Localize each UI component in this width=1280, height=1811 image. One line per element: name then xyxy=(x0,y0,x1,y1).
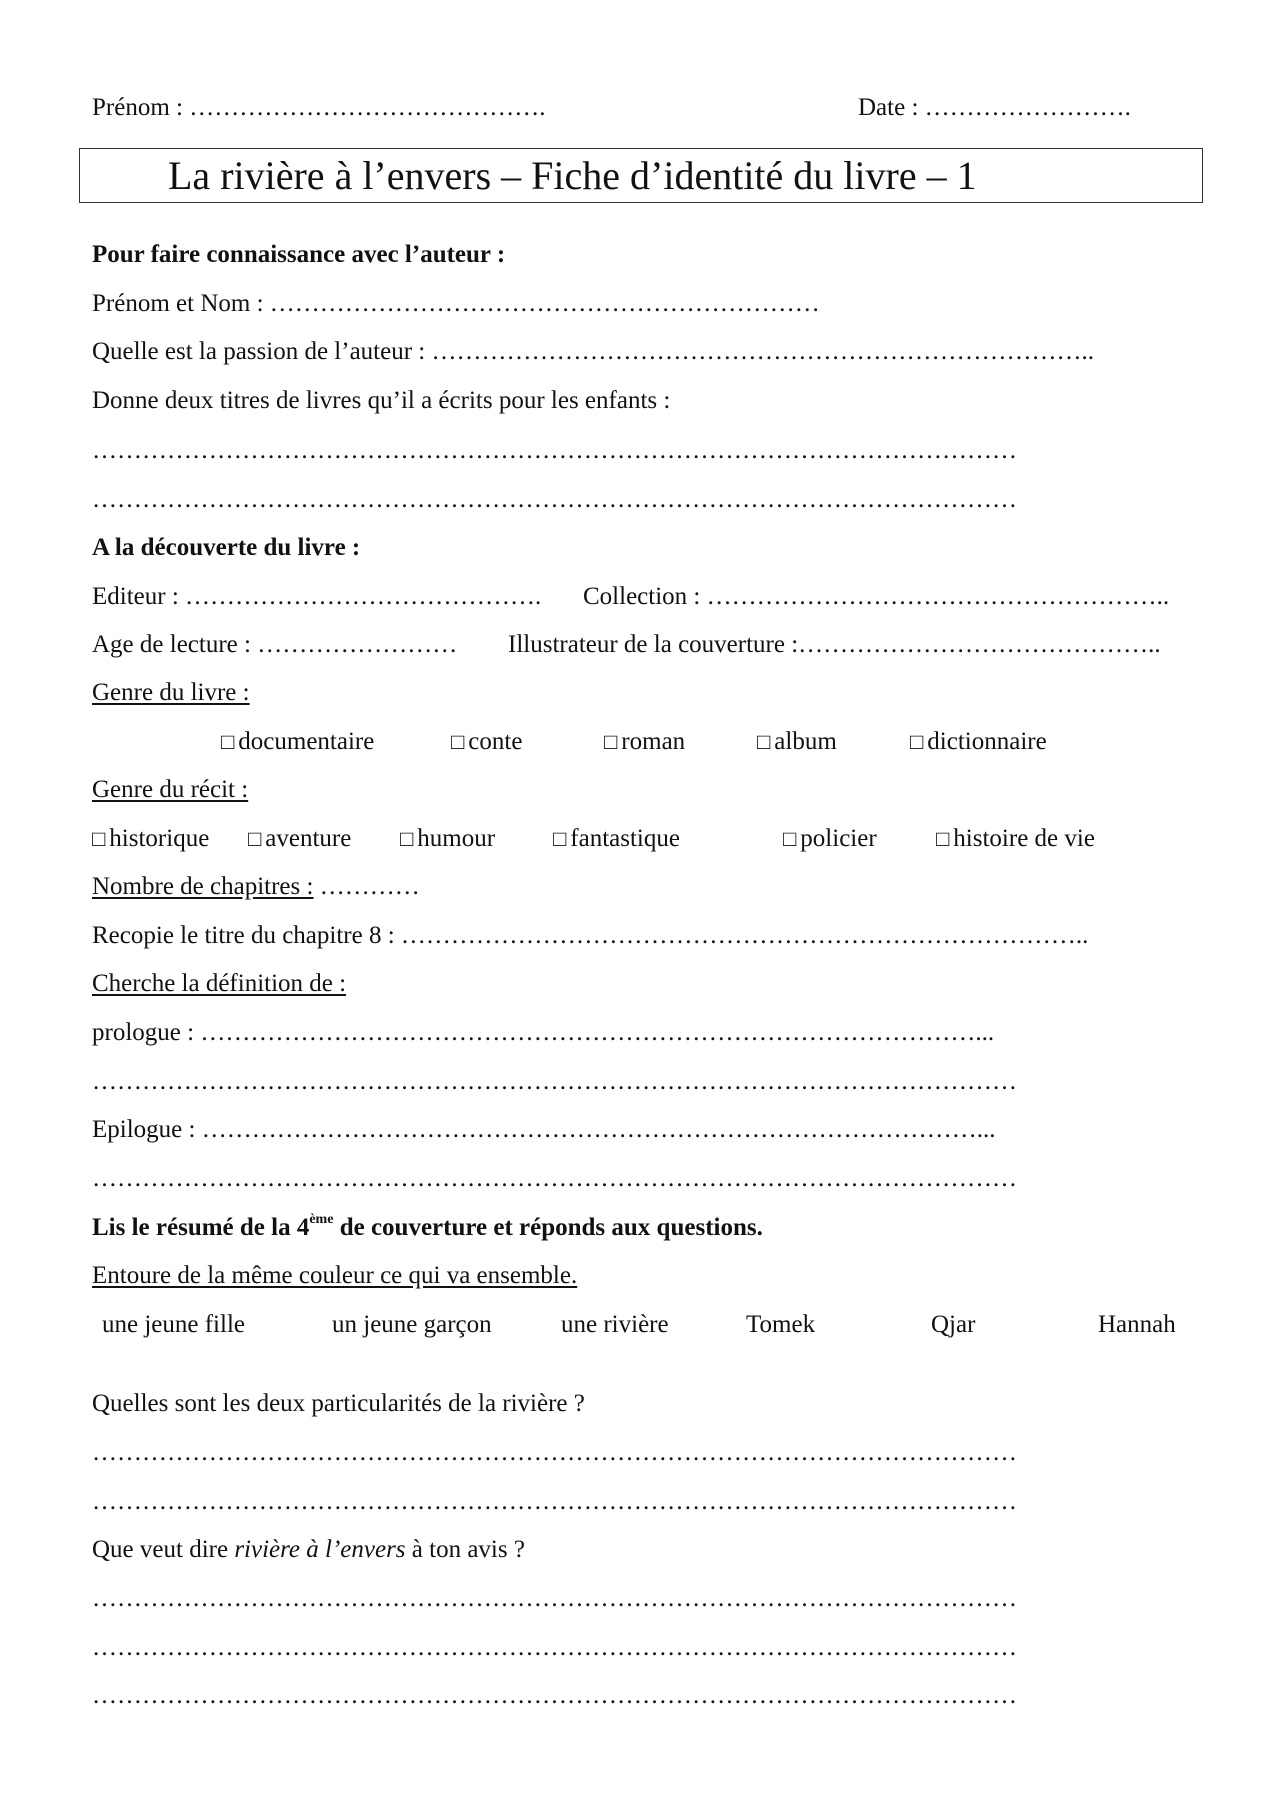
answer-line[interactable]: ………………………………………………………………………………………………… xyxy=(92,1488,1017,1515)
date-field[interactable]: Date : ……………………. xyxy=(858,94,1131,121)
page-title: La rivière à l’envers – Fiche d’identité du livre – 1 xyxy=(168,153,977,198)
editeur-field[interactable]: Editeur : ……………………………………. xyxy=(92,583,542,610)
option-label: conte xyxy=(468,728,523,755)
chapitres-label: Nombre de chapitres : xyxy=(92,873,314,900)
checkbox-conte[interactable] xyxy=(451,727,522,757)
match-word[interactable]: Hannah xyxy=(1098,1311,1176,1338)
checkbox-histoire-de-vie[interactable] xyxy=(936,824,1095,854)
answer-line[interactable]: ………………………………………………………………………………………………… xyxy=(92,1165,1017,1192)
question-italic: rivière à l’envers xyxy=(234,1536,406,1563)
answer-line[interactable]: ………………………………………………………………………………………………… xyxy=(92,1068,1017,1095)
match-word[interactable]: une jeune fille xyxy=(102,1311,245,1338)
epilogue-field[interactable]: Epilogue : …………………………………………………………………………………... xyxy=(92,1116,996,1143)
question-part: à ton avis ? xyxy=(405,1536,525,1563)
author-name-field[interactable]: Prénom et Nom : ………………………………………………………… xyxy=(92,290,820,317)
option-label: historique xyxy=(109,825,210,852)
checkbox-humour[interactable] xyxy=(400,824,495,854)
title-box xyxy=(79,148,1203,203)
author-passion-field[interactable]: Quelle est la passion de l’auteur : …………………………………………………………………….. xyxy=(92,338,1094,365)
chapitres-field[interactable]: ………… xyxy=(313,873,420,900)
checkbox-icon[interactable]: □ xyxy=(451,729,465,754)
prenom-field[interactable]: Prénom : ……………………………………. xyxy=(92,94,546,121)
illustrateur-field[interactable]: Illustrateur de la couverture :…………………………………….. xyxy=(508,631,1161,658)
match-instruction: Entoure de la même couleur ce qui va ensemble. xyxy=(92,1262,578,1289)
checkbox-aventure[interactable] xyxy=(248,824,351,854)
checkbox-icon[interactable]: □ xyxy=(221,729,235,754)
definition-label: Cherche la définition de : xyxy=(92,970,347,997)
option-label: aventure xyxy=(265,825,352,852)
answer-line[interactable]: ………………………………………………………………………………………………… xyxy=(92,486,1017,513)
checkbox-policier[interactable] xyxy=(783,824,877,854)
checkbox-icon[interactable]: □ xyxy=(400,826,414,851)
age-field[interactable]: Age de lecture : …………………… xyxy=(92,631,458,658)
checkbox-fantastique[interactable] xyxy=(553,824,680,854)
author-section-heading: Pour faire connaissance avec l’auteur : xyxy=(92,241,506,268)
question-part: Que veut dire xyxy=(92,1536,235,1563)
match-word[interactable]: Qjar xyxy=(931,1311,976,1338)
checkbox-dictionnaire[interactable] xyxy=(910,727,1047,757)
checkbox-icon[interactable]: □ xyxy=(910,729,924,754)
checkbox-historique[interactable] xyxy=(92,824,209,854)
book-titles-question: Donne deux titres de livres qu’il a écrits pour les enfants : xyxy=(92,387,671,414)
book-section-heading: A la découverte du livre : xyxy=(92,534,361,561)
meaning-question xyxy=(92,1535,525,1565)
match-word[interactable]: Tomek xyxy=(746,1311,816,1338)
river-question: Quelles sont les deux particularités de la rivière ? xyxy=(92,1390,585,1417)
heading-part: de couverture et réponds aux questions. xyxy=(333,1214,763,1241)
option-label: roman xyxy=(621,728,686,755)
checkbox-icon[interactable]: □ xyxy=(936,826,950,851)
collection-field[interactable]: Collection : ……………………………………………….. xyxy=(583,583,1170,610)
checkbox-icon[interactable]: □ xyxy=(757,729,771,754)
chapitre8-field[interactable]: Recopie le titre du chapitre 8 : ……………………………………………………………………….. xyxy=(92,922,1089,949)
answer-line[interactable]: ………………………………………………………………………………………………… xyxy=(92,1585,1017,1612)
checkbox-icon[interactable]: □ xyxy=(783,826,797,851)
checkbox-album[interactable] xyxy=(757,727,837,757)
checkbox-icon[interactable]: □ xyxy=(92,826,106,851)
answer-line[interactable]: ………………………………………………………………………………………………… xyxy=(92,1634,1017,1661)
answer-line[interactable]: ………………………………………………………………………………………………… xyxy=(92,1439,1017,1466)
option-label: album xyxy=(774,728,837,755)
option-label: histoire de vie xyxy=(953,825,1095,852)
option-label: dictionnaire xyxy=(927,728,1047,755)
match-word[interactable]: un jeune garçon xyxy=(332,1311,492,1338)
checkbox-documentaire[interactable] xyxy=(221,727,374,757)
match-word[interactable]: une rivière xyxy=(561,1311,669,1338)
option-label: documentaire xyxy=(238,728,375,755)
genre-recit-label: Genre du récit : xyxy=(92,776,249,803)
heading-superscript: ème xyxy=(309,1212,334,1227)
checkbox-icon[interactable]: □ xyxy=(604,729,618,754)
checkbox-roman[interactable] xyxy=(604,727,685,757)
prologue-field[interactable]: prologue : …………………………………………………………………………………... xyxy=(92,1019,995,1046)
chapitres-row xyxy=(92,872,420,902)
resume-section-heading xyxy=(92,1213,763,1243)
checkbox-icon[interactable]: □ xyxy=(248,826,262,851)
answer-line[interactable]: ………………………………………………………………………………………………… xyxy=(92,1682,1017,1709)
checkbox-icon[interactable]: □ xyxy=(553,826,567,851)
genre-livre-label: Genre du livre : xyxy=(92,679,250,706)
option-label: humour xyxy=(417,825,496,852)
option-label: policier xyxy=(800,825,877,852)
heading-part: Lis le résumé de la 4 xyxy=(92,1214,310,1241)
option-label: fantastique xyxy=(570,825,680,852)
answer-line[interactable]: ………………………………………………………………………………………………… xyxy=(92,437,1017,464)
